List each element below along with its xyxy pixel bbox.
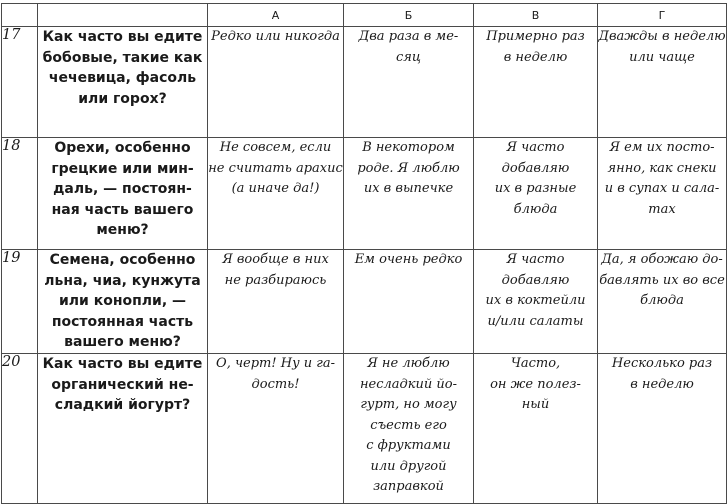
table-row-17: [2, 27, 727, 138]
answer-line: с фруктами: [366, 438, 451, 453]
answer-line: и в супах и сала-: [604, 181, 720, 196]
answer-line: Два раза в ме-: [358, 29, 459, 44]
question-line: бобовые, такие как: [42, 49, 203, 66]
row-number: 19: [2, 250, 38, 354]
column-header-question: [38, 4, 208, 27]
question-line: даль, — постоян-: [53, 181, 192, 197]
question-line: меню?: [96, 222, 149, 238]
answer-d-cell: [598, 250, 727, 354]
answer-c-cell: [474, 138, 598, 250]
answer-line: Я вообще в них: [222, 252, 329, 267]
answer-line: в неделю: [503, 49, 568, 65]
answer-line: дость!: [251, 376, 300, 392]
question-line: Орехи, особенно: [54, 140, 191, 156]
question-cell: [38, 138, 208, 250]
answer-a-cell: [208, 27, 344, 138]
answer-c-cell: [474, 27, 598, 138]
answer-line: В некотором: [362, 140, 455, 155]
header-row: [2, 4, 727, 27]
answer-line: блюда: [640, 293, 684, 308]
answer-line: добавляю: [501, 160, 570, 176]
question-line: вашего меню?: [64, 334, 181, 350]
answer-line: заправкой: [373, 479, 444, 494]
question-line: или конопли, —: [58, 293, 187, 309]
answer-line: Дважды в неделю: [598, 29, 726, 44]
question-line: льна, чиа, кунжута: [44, 272, 201, 289]
question-line: сладкий йогурт?: [54, 397, 191, 413]
answer-line: блюда: [513, 201, 558, 217]
answer-line: добавляю: [501, 272, 570, 288]
row-number: 18: [2, 138, 38, 250]
question-line: постоянная часть: [51, 313, 194, 330]
answer-a-cell: [208, 250, 344, 354]
question-line: или горох?: [78, 90, 167, 107]
answer-d-cell: [598, 354, 727, 504]
answer-line: в неделю: [630, 376, 694, 392]
answer-line: Я не люблю: [367, 356, 450, 371]
answer-line: съесть его: [370, 417, 447, 433]
answer-line: не разбираюсь: [224, 272, 327, 288]
answer-line: или чаще: [629, 49, 695, 65]
answer-line: их в выпечке: [363, 181, 454, 196]
answer-line: тах: [648, 201, 676, 217]
question-cell: [38, 354, 208, 504]
answer-line: Несколько раз: [611, 356, 713, 371]
answer-b-cell: [344, 138, 474, 250]
answer-b-cell: [344, 27, 474, 138]
answer-line: Часто,: [510, 356, 561, 371]
answer-line: ный: [521, 397, 550, 412]
question-line: органический не-: [51, 376, 194, 393]
answer-line: Я часто: [506, 140, 565, 155]
answer-line: и/или салаты: [487, 313, 584, 329]
answer-line: или другой: [370, 458, 447, 474]
table-row-19: [2, 250, 727, 354]
answer-line: янно, как снеки: [607, 160, 717, 176]
row-number: 17: [2, 27, 38, 138]
answer-d-cell: [598, 138, 727, 250]
column-header-a: А: [208, 4, 344, 27]
column-header-number: [2, 4, 38, 27]
question-cell: [38, 27, 208, 138]
question-line: чечевица, фасоль: [48, 70, 197, 86]
answer-line: не считать арахис: [208, 160, 343, 176]
quiz-table: [1, 3, 727, 504]
answer-line: Да, я обожаю до-: [601, 252, 723, 267]
answer-line: Я часто: [506, 252, 565, 267]
table-row-20: [2, 354, 727, 504]
answer-line: их в коктейли: [485, 293, 586, 308]
question-line: ная часть вашего: [51, 201, 194, 218]
answer-b-cell: [344, 250, 474, 354]
answer-line: Примерно раз: [486, 29, 585, 44]
answer-line: Я ем их посто-: [609, 140, 715, 155]
answer-line: роде. Я люблю: [357, 160, 460, 176]
answer-c-cell: [474, 354, 598, 504]
answer-line: он же полез-: [490, 376, 581, 392]
answer-c-cell: [474, 250, 598, 354]
column-header-d: Г: [598, 4, 727, 27]
question-cell: [38, 250, 208, 354]
answer-line: несладкий йо-: [359, 376, 458, 392]
row-number: 20: [2, 354, 38, 504]
answer-line: О, черт! Ну и га-: [216, 356, 335, 371]
answer-a-cell: [208, 138, 344, 250]
table-row-18: [2, 138, 727, 250]
answer-a-cell: [208, 354, 344, 504]
answer-d-cell: [598, 27, 727, 138]
answer-line: Ем очень редко: [354, 252, 463, 267]
question-line: грецкие или мин-: [51, 160, 194, 177]
question-line: Как часто вы едите: [42, 29, 203, 45]
question-line: Семена, особенно: [49, 252, 196, 268]
answer-line: Не совсем, если: [219, 140, 332, 155]
answer-line: гурт, но могу: [360, 397, 457, 412]
answer-line: (а иначе да!): [231, 181, 320, 196]
answer-line: их в разные: [494, 181, 577, 196]
answer-b-cell: [344, 354, 474, 504]
column-header-c: В: [474, 4, 598, 27]
answer-line: Редко или никогда: [211, 29, 340, 44]
answer-line: сяц: [396, 49, 421, 65]
column-header-b: Б: [344, 4, 474, 27]
question-line: Как часто вы едите: [42, 356, 203, 372]
answer-line: бавлять их во все: [599, 272, 725, 288]
